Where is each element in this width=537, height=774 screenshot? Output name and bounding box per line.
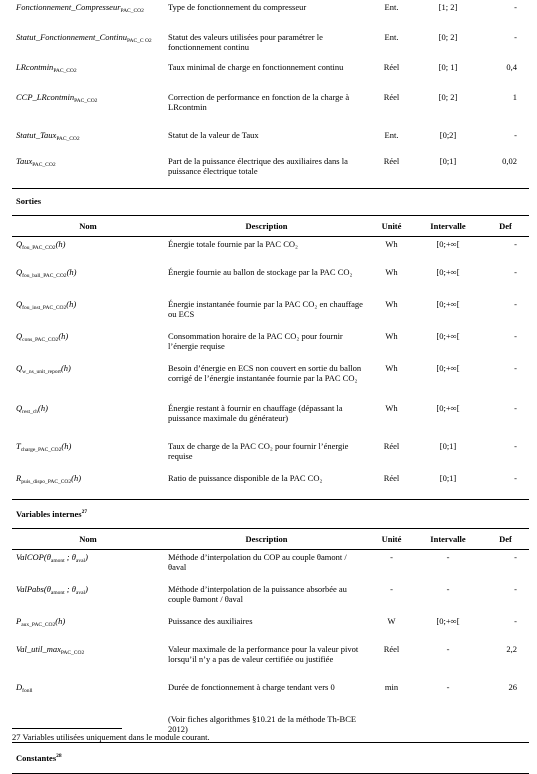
variable-name — [12, 237, 164, 266]
variable-name — [12, 265, 164, 297]
description: Statut des valeurs utilisées pour paramétrer le fonctionnement continu — [168, 32, 323, 52]
unit: Ent. — [384, 130, 399, 140]
default-value: - — [514, 267, 517, 277]
unit: Réel — [383, 62, 400, 72]
name-suffix: ) — [85, 583, 88, 594]
description: Puissance des auxiliaires — [168, 615, 253, 626]
name-suffix: (h) — [55, 615, 66, 626]
name-suffix: (h) — [61, 441, 72, 451]
interval: [0;1] — [439, 441, 457, 451]
default-value: - — [514, 299, 517, 309]
default-value: - — [514, 583, 517, 594]
default-value: - — [514, 615, 517, 626]
description: Énergie totale fournie par la PAC CO₂ — [168, 239, 298, 249]
name-subscript-2: aval — [75, 589, 86, 596]
default-value: - — [514, 441, 517, 451]
variable-name — [12, 582, 164, 614]
interval: - — [446, 583, 450, 594]
description: Durée de fonctionnement à charge tendant vers 0 — [168, 681, 335, 692]
variable-name — [12, 0, 164, 30]
variables-rows — [12, 549, 529, 708]
default-value: - — [514, 551, 517, 562]
description: Type de fonctionnement du compresseur — [168, 2, 307, 12]
default-value: - — [514, 403, 517, 413]
unit: Réel — [383, 441, 400, 451]
table-row — [12, 361, 529, 401]
name-suffix: (h) — [58, 331, 69, 341]
variable-name — [12, 549, 164, 582]
description: Ratio de puissance disponible de la PAC CO₂ — [168, 473, 323, 483]
variable-name — [12, 471, 164, 500]
default-value: - — [514, 363, 517, 373]
section-constantes — [12, 742, 529, 773]
variable-name — [12, 680, 164, 708]
variable-name — [12, 439, 164, 471]
unit: Wh — [385, 403, 398, 413]
interval: [0;+∞[ — [436, 363, 460, 373]
header-intervalle: Intervalle — [414, 216, 482, 237]
interval: [0;+∞[ — [436, 299, 460, 309]
table-row — [12, 401, 529, 439]
name-subscript: PAC_CO2 — [53, 68, 77, 74]
variable-name — [12, 642, 164, 680]
name-main: Q — [16, 267, 23, 277]
header-def: Def — [482, 528, 529, 549]
header-description: Description — [164, 528, 369, 549]
name-main: R — [16, 473, 22, 483]
header-nom: Nom — [12, 216, 164, 237]
default-value: - — [514, 239, 517, 249]
header-unite: Unité — [369, 528, 414, 549]
name-subscript: puis_dispo_PAC_CO2 — [21, 479, 72, 485]
name-subscript: amont — [50, 557, 65, 564]
name-subscript: fou_inst_PAC_CO2 — [22, 305, 67, 311]
name-main: Q — [16, 331, 23, 341]
name-subscript: PAC_CO2 — [74, 98, 98, 104]
unit: - — [390, 583, 393, 594]
description: Énergie instantanée fournie par la PAC CO₂ en chauffage ou ECS — [168, 299, 363, 319]
variable-name — [12, 297, 164, 329]
variable-name — [12, 60, 164, 90]
name-mid: ; θ — [64, 583, 76, 594]
input-rows — [12, 0, 529, 189]
interval: - — [446, 681, 450, 692]
unit: Réel — [383, 156, 400, 166]
name-suffix: (h) — [66, 299, 77, 309]
description: Méthode d’interpolation de la puissance absorbée au couple θamont / θaval — [168, 583, 347, 604]
name-subscript: PAC_CO2 — [32, 162, 56, 168]
default-value: - — [514, 473, 517, 483]
table-row — [12, 265, 529, 297]
section-sorties — [12, 189, 529, 216]
sorties-rows — [12, 237, 529, 500]
sorties-header-row — [12, 216, 529, 237]
table-row — [12, 582, 529, 614]
name-main: Val_util_max — [16, 643, 61, 654]
interval: [0; 1] — [438, 62, 458, 72]
name-suffix: (h) — [38, 403, 48, 413]
default-value: - — [514, 2, 517, 12]
name-subscript: w_ns_unit_report — [22, 369, 61, 375]
table-row — [12, 237, 529, 266]
name-subscript: aux_PAC_CO2 — [21, 621, 56, 628]
name-main: P — [16, 615, 22, 626]
section-variables-internes — [12, 500, 529, 529]
footnote-ref-28: 28 — [56, 752, 62, 759]
name-mid: ; θ — [64, 551, 76, 562]
unit: W — [387, 615, 396, 626]
name-suffix: ) — [85, 551, 88, 562]
name-main: Statut_Taux — [16, 130, 57, 140]
name-subscript: PAC_C O2 — [126, 38, 152, 44]
description: Correction de performance en fonction de la charge à LRcontmin — [168, 92, 350, 112]
name-main: Q — [16, 239, 23, 249]
interval: [0;+∞[ — [436, 615, 460, 626]
interval: [0;+∞[ — [436, 239, 460, 249]
description: Taux minimal de charge en fonctionnement continu — [168, 62, 344, 72]
table-row — [12, 329, 529, 361]
interval: - — [446, 643, 450, 654]
name-subscript: PAC_CO2 — [56, 136, 80, 142]
unit: Wh — [385, 331, 398, 341]
footnote-ref-27: 27 — [81, 509, 88, 515]
variable-name — [12, 30, 164, 60]
document-page — [12, 0, 529, 774]
name-main: Fonctionnement_Compresseur — [16, 2, 121, 12]
table-row — [12, 128, 529, 154]
name-subscript: fou_PAC_CO2 — [22, 245, 56, 251]
footnote-27: 27 Variables utilisées uniquement dans le module courant. — [12, 732, 210, 742]
variable-name — [12, 128, 164, 154]
name-subscript: rest_ch — [22, 409, 39, 415]
default-value: - — [514, 130, 517, 140]
unit: Wh — [385, 239, 398, 249]
interval: [0;2] — [439, 130, 457, 140]
variable-name — [12, 401, 164, 439]
variables-internes-title: Variables internes — [16, 508, 82, 519]
description: Taux de charge de la PAC CO₂ pour fournir l’énergie requise — [168, 441, 349, 461]
table-row — [12, 30, 529, 60]
name-subscript: PAC_CO2 — [60, 649, 85, 656]
unit: Ent. — [384, 32, 399, 42]
default-value: 26 — [508, 681, 517, 692]
footnote-rule — [12, 728, 122, 729]
table-row — [12, 297, 529, 329]
variable-name — [12, 329, 164, 361]
default-value: 0,4 — [506, 62, 517, 72]
variable-name — [12, 154, 164, 189]
table-row — [12, 90, 529, 128]
unit: Réel — [383, 473, 400, 483]
name-subscript: charge_PAC_CO2 — [20, 447, 62, 453]
name-main: Q — [16, 403, 23, 413]
description: Énergie restant à fournir en chauffage (dépassant la puissance maximale du générateur) — [168, 403, 343, 423]
interval: [0; 2] — [438, 92, 458, 102]
interval: [1; 2] — [438, 2, 458, 12]
default-value: - — [514, 331, 517, 341]
table-row — [12, 154, 529, 189]
description: Part de la puissance électrique des auxiliaires dans la puissance électrique totale — [168, 156, 348, 176]
unit: Ent. — [384, 2, 399, 12]
description: Méthode d’interpolation du COP au couple θamont / θaval — [168, 551, 347, 572]
table-row — [12, 614, 529, 642]
name-main: D — [16, 681, 23, 692]
description: Valeur maximale de la performance pour la valeur pivot lorsqu’il n’y a pas de valeur certifiée ou justifiée — [168, 643, 359, 664]
name-main: ValCOP(θ — [16, 551, 51, 562]
variables-header-row — [12, 528, 529, 549]
name-suffix: (h) — [60, 363, 71, 373]
table-row — [12, 642, 529, 680]
name-suffix: (h) — [71, 473, 82, 483]
description: Consommation horaire de la PAC CO₂ pour fournir l’énergie requise — [168, 331, 343, 351]
name-main: ValPabs(θ — [16, 583, 51, 594]
name-subscript: cons_PAC_CO2 — [22, 337, 59, 343]
name-main: Q — [16, 299, 23, 309]
unit: Réel — [383, 92, 400, 102]
interval: - — [446, 551, 450, 562]
name-subscript: PAC_CO2 — [120, 8, 144, 14]
name-subscript: fou_ball_PAC_CO2 — [22, 273, 67, 279]
default-value: 2,2 — [506, 643, 517, 654]
description: Statut de la valeur de Taux — [168, 130, 259, 140]
name-main: LRcontmin — [16, 62, 54, 72]
unit: Réel — [383, 643, 400, 654]
unit: Wh — [385, 363, 398, 373]
variable-name — [12, 361, 164, 401]
table-row — [12, 0, 529, 30]
header-unite: Unité — [369, 216, 414, 237]
interval: [0; 2] — [438, 32, 458, 42]
parameters-table — [12, 0, 529, 774]
footnote-area — [12, 728, 529, 742]
default-value: - — [514, 32, 517, 42]
table-row — [12, 680, 529, 708]
table-row — [12, 471, 529, 500]
name-suffix: (h) — [55, 239, 66, 249]
name-subscript-2: aval — [75, 557, 86, 564]
name-main: Statut_Fonctionnement_Continu — [16, 32, 127, 42]
header-description: Description — [164, 216, 369, 237]
default-value: 0,02 — [502, 156, 517, 166]
variable-name — [12, 90, 164, 128]
table-row — [12, 549, 529, 582]
header-nom: Nom — [12, 528, 164, 549]
interval: [0;1] — [439, 156, 457, 166]
header-intervalle: Intervalle — [414, 528, 482, 549]
unit: - — [390, 551, 393, 562]
name-main: CCP_LRcontmin — [16, 92, 75, 102]
description: Énergie fournie au ballon de stockage par la PAC CO₂ — [168, 267, 353, 277]
unit: Wh — [385, 299, 398, 309]
table-row — [12, 60, 529, 90]
name-suffix: (h) — [66, 267, 77, 277]
header-def: Def — [482, 216, 529, 237]
name-subscript: fonll — [22, 687, 33, 694]
interval: [0;+∞[ — [436, 403, 460, 413]
description: Besoin d’énergie en ECS non couvert en sortie du ballon corrigé de l’énergie instantanée fournie par la PAC CO₂ — [168, 363, 362, 383]
default-value: 1 — [512, 92, 517, 102]
variables-note: (Voir fiches algorithmes §10.21 de la méthode Th-BCE 2012) — [168, 713, 357, 734]
interval: [0;+∞[ — [436, 331, 460, 341]
name-main: Taux — [16, 156, 33, 166]
sorties-title: Sorties — [12, 189, 529, 216]
constantes-title: Constantes — [16, 752, 57, 763]
table-row — [12, 439, 529, 471]
variable-name — [12, 614, 164, 642]
name-main: T — [16, 441, 21, 451]
interval: [0;+∞[ — [436, 267, 460, 277]
interval: [0;1] — [439, 473, 457, 483]
name-main: Q — [16, 363, 23, 373]
name-subscript: amont — [50, 589, 65, 596]
unit: min — [384, 681, 399, 692]
unit: Wh — [385, 267, 398, 277]
